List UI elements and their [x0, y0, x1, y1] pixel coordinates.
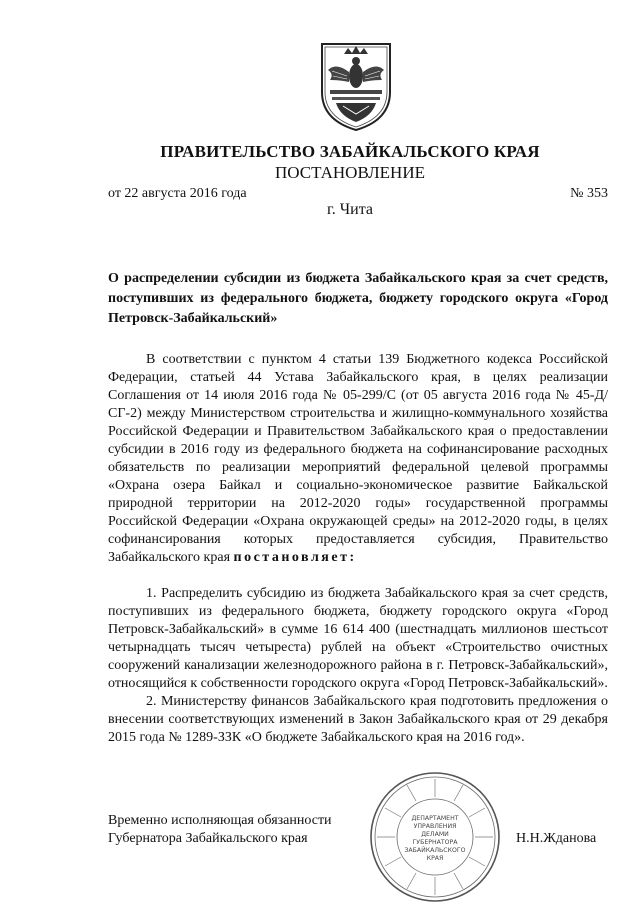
preamble-text: В соответствии с пунктом 4 статьи 139 Бюджетного кодекса Российской Федерации, статьей 44 Устава Забайкальского края, в целях реализации Соглашения от 14 июля 2016 года № 05-299/С (от 05 августа 2016 года № 45-Д/СГ-2) между Министерством строительства и жилищно-коммунального хозяйства Российской Федерации и Правительством Забайкальского края о предоставлении субсидии в 2016 году из федерального бюджета на софинансирование расходных обязательств по реализации мероприятий федеральной целевой программы «Охрана озера Байкал и социально-экономическое развитие Байкальской природной территории на 2012-2020 годы» государственной программы Российской Федерации «Охрана окружающей среды» на 2012-2020 годы, в целях софинансирования которых предоставляется субсидия, Правительство Забайкальского края [108, 352, 608, 565]
seal-line-4: ГУБЕРНАТОРА [412, 839, 458, 846]
document-date: от 22 августа 2016 года [108, 186, 247, 201]
resolves-keyword: постановляет: [233, 550, 357, 565]
seal-line-6: КРАЯ [426, 855, 444, 862]
seal-line-5: ЗАБАЙКАЛЬСКОГО [404, 847, 466, 854]
document-subject: О распределении субсидии из бюджета Забайкальского края за счет средств, поступивших из федерального бюджета, бюджету городского округа «Город Петровск-Забайкальский» [108, 271, 608, 326]
signatory-position [108, 812, 332, 848]
seal-line-2: УПРАВЛЕНИЯ [413, 823, 457, 830]
coat-of-arms-emblem [318, 40, 394, 134]
preamble-paragraph [108, 351, 608, 567]
seal-line-3: ДЕЛАМИ [421, 831, 449, 838]
document-body [108, 351, 608, 747]
document-city: г. Чита [326, 201, 373, 218]
official-seal [368, 770, 502, 904]
signatory-name: Н.Н.Жданова [516, 831, 597, 846]
item-2: 2. Министерству финансов Забайкальского края подготовить предложения о внесении соответствующих изменений в Закон Забайкальского края от 29 декабря 2015 года № 1289-ЗЗК «О бюджете Забайкальского края на 2016 год». [108, 694, 608, 745]
document-number: № 353 [570, 186, 608, 201]
signatory-position-line2: Губернатора Забайкальского края [108, 831, 308, 846]
signatory-position-line1: Временно исполняющая обязанности [108, 813, 332, 828]
seal-line-1: ДЕПАРТАМЕНТ [411, 815, 459, 822]
organization-title: ПРАВИТЕЛЬСТВО ЗАБАЙКАЛЬСКОГО КРАЯ [160, 142, 540, 161]
document-type: ПОСТАНОВЛЕНИЕ [274, 163, 425, 182]
item-1: 1. Распределить субсидию из бюджета Забайкальского края за счет средств, поступивших из федерального бюджета, бюджету городского округа «Город Петровск-Забайкальский» в сумме 16 614 400 (шестнадцать миллионов шестьсот четырнадцать тысяч четыреста) рублей на объект «Строительство очистных сооружений канализации железнодорожного района в г. Петровск-Забайкальский», относящийся к собственности городского округа «Город Петровск-Забайкальский». [108, 586, 608, 691]
